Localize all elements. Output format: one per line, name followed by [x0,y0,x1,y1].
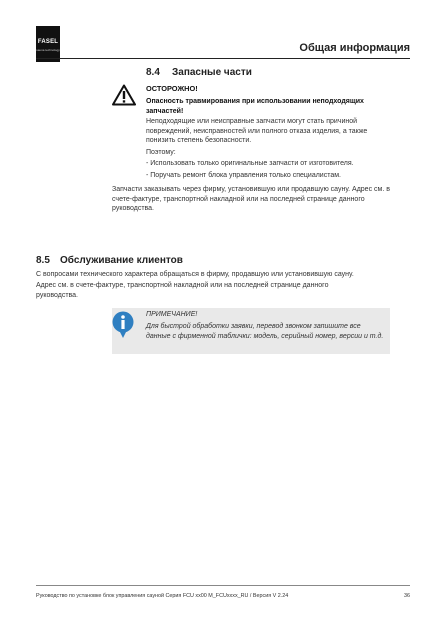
section-85-title: Обслуживание клиентов [60,255,183,266]
support-paragraph-2: Адрес см. в счете-фактуре, транспортной накладной или на последней странице данного руководства. [36,282,329,299]
note-label: ПРИМЕЧАНИЕ! [146,311,198,318]
section-84-number: 8.4 [146,67,160,78]
therefore-text: Поэтому: [146,149,176,156]
note-text: Для быстрой обработки заявки, перевод звонком запишите все данные с фирменной таблички: модель, серийный номер, версии и т.д. [146,323,384,340]
header-divider [36,58,410,59]
logo-text: FASEL [37,39,59,45]
logo-subtext: sauna technology [36,48,60,52]
section-84-title: Запасные части [172,67,252,78]
header-title: Общая информация [299,42,410,54]
section-85-number: 8.5 [36,255,50,266]
support-paragraph-1: С вопросами технического характера обращаться в фирму, продавшую или установившую сауну. [36,271,354,278]
warning-text: Неподходящие или неисправные запчасти могут стать причиной повреждений, неисправностей или полного отказа изделия, а также понизить степень безопасности. [146,118,368,144]
order-text: Запчасти заказывать через фирму, установившую или продавшую сауну. Адрес см. в счете-фактуре, транспортной накладной или на последней странице данного руководства. [112,186,390,212]
page-number: 36 [404,593,410,599]
warning-label: ОСТОРОЖНО! [146,84,198,93]
footer-divider [36,585,410,586]
footer-text: Руководство по установке блок управления сауной Серия FCU xx00 M_FCUxxxx_RU / Версия V 2.24 [36,593,289,599]
bullet-item-2: - Поручать ремонт блока управления только специалистам. [146,172,341,179]
info-icon [112,311,134,339]
warning-heading: Опасность травмирования при использовании неподходящих запчастей! [146,98,364,115]
fasel-logo [36,26,60,62]
bullet-item-1: - Использовать только оригинальные запчасти от изготовителя. [146,160,354,167]
warning-triangle-icon [112,84,136,106]
